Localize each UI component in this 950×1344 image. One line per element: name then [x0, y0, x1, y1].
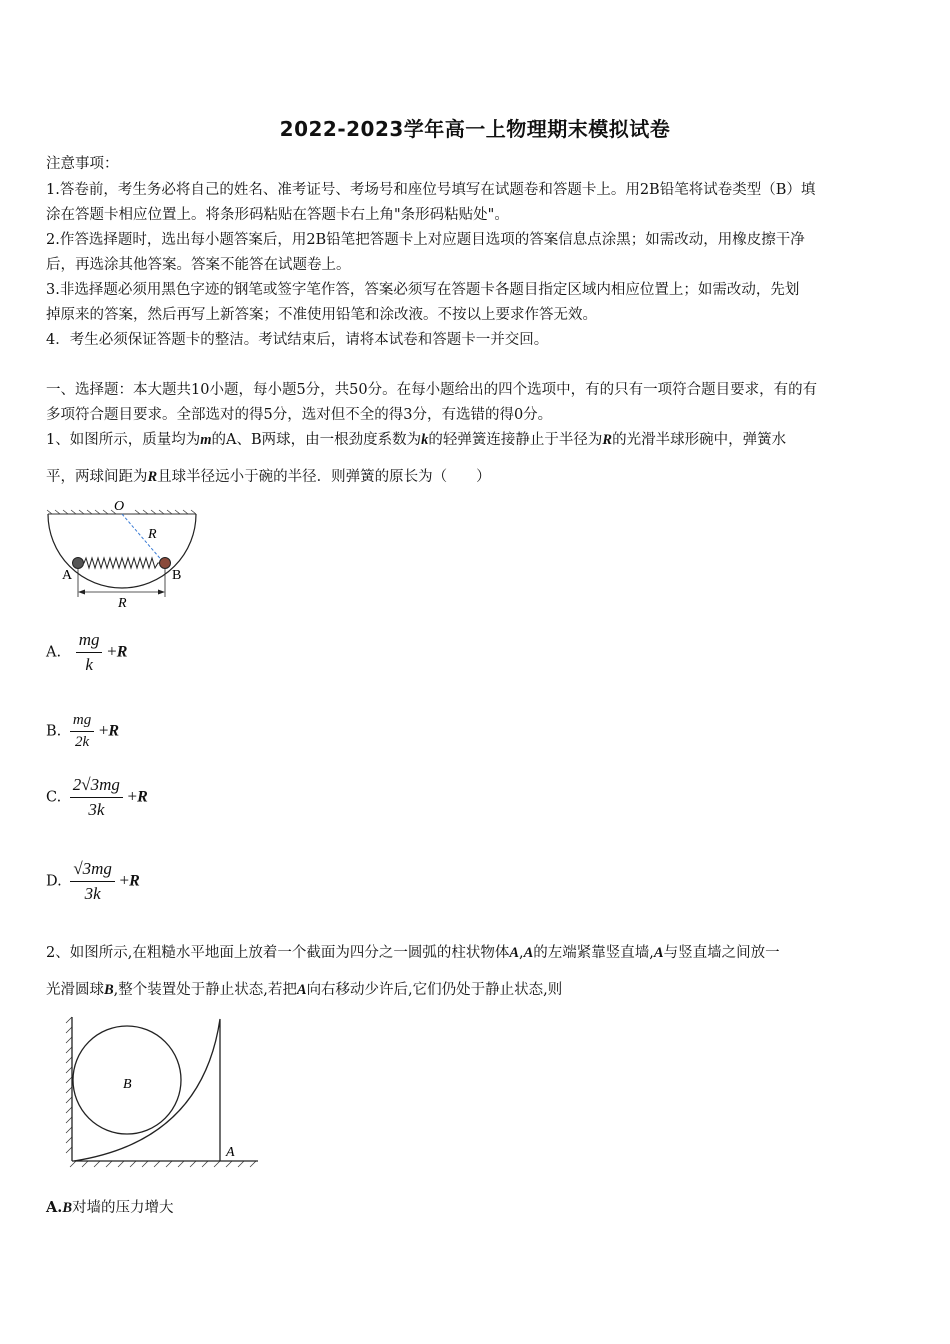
fraction-numerator: 2√3mg — [70, 775, 123, 798]
option-label: B. — [46, 723, 62, 740]
fraction-denominator: k — [85, 655, 93, 674]
fraction-numerator: mg — [70, 712, 94, 732]
q1-bowl-figure — [44, 495, 204, 615]
q1-text: 1、如图所示，质量均为 — [46, 432, 201, 448]
q1-text: 平，两球间距为 — [46, 469, 148, 485]
page-title: 2022-2023学年高一上物理期末模拟试卷 — [279, 117, 671, 141]
q2-text: 的左端紧靠竖直墙, — [533, 945, 654, 961]
notice-item-1a: 1.答卷前，考生务必将自己的姓名、准考证号、考场号和座位号填写在试题卷和答题卡上。用2B铅笔将试卷类型（B）填 — [46, 182, 816, 198]
label-o: O — [114, 499, 125, 514]
q1-option-a[interactable] — [46, 630, 127, 675]
q1-option-b[interactable] — [46, 712, 119, 751]
label-b: B — [172, 568, 182, 583]
notice-heading: 注意事项： — [46, 156, 119, 172]
q1-stem-line2 — [46, 465, 906, 486]
notice-item-2b: 后，再选涂其他答案。答案不能答在试题卷上。 — [46, 257, 351, 273]
var-r: R — [602, 432, 613, 448]
q2-stem-line1 — [46, 941, 906, 962]
var-a: A — [653, 945, 664, 961]
var-a: A — [523, 945, 534, 961]
notice-item-1b: 涂在答题卡相应位置上。将条形码粘贴在答题卡右上角"条形码粘贴处"。 — [46, 207, 509, 223]
q2-text: , — [519, 945, 524, 961]
q1-text: 的A、B两球，由一根劲度系数为 — [211, 432, 422, 448]
ground-hatching — [70, 1161, 256, 1167]
q2-text: 2、如图所示,在粗糙水平地面上放着一个截面为四分之一圆弧的柱状物体 — [46, 945, 510, 961]
plus-sign: + — [107, 641, 117, 661]
option-text: 对墙的压力增大 — [71, 1200, 174, 1216]
q2-text: ,整个装置处于静止状态,若把 — [113, 982, 297, 998]
option-fraction — [76, 630, 103, 675]
var-k: k — [421, 432, 429, 448]
option-label: C. — [46, 789, 62, 806]
var-b: B — [104, 982, 114, 998]
q1-stem-line1 — [46, 428, 906, 449]
label-b: B — [123, 1077, 132, 1092]
fraction-numerator: √3mg — [70, 859, 115, 882]
section-intro-1: 一、选择题：本大题共10小题，每小题5分，共50分。在每小题给出的四个选项中，有的只有一项符合题目要求，有的有 — [46, 382, 818, 398]
label-r-slant: R — [148, 527, 157, 542]
var-m: m — [200, 432, 212, 448]
plus-sign: + — [119, 870, 130, 890]
spring — [80, 558, 162, 568]
option-fraction — [70, 775, 123, 820]
dimension-arrow-right — [158, 590, 165, 595]
q1-text: 的光滑半球形碗中，弹簧水 — [612, 432, 787, 448]
notice-item-3a: 3.非选择题必须用黑色字迹的钢笔或签字笔作答，答案必须写在答题卡各题目指定区域内相应位置上；如需改动，先划 — [46, 282, 800, 298]
var-r: R — [147, 469, 158, 485]
q2-text: 与竖直墙之间放一 — [663, 945, 780, 961]
option-fraction — [70, 712, 94, 751]
q2-text: 光滑圆球 — [46, 982, 104, 998]
section-intro-2: 多项符合题目要求。全部选对的得5分，选对但不全的得3分，有选错的得0分。 — [46, 407, 553, 423]
q1-text: 的轻弹簧连接静止于半径为 — [428, 432, 603, 448]
notice-item-3b: 掉原来的答案，然后再写上新答案；不准使用铅笔和涂改液。不按以上要求作答无效。 — [46, 307, 597, 323]
fraction-numerator: mg — [76, 630, 103, 653]
q2-text: 向右移动少许后,它们仍处于静止状态,则 — [306, 982, 563, 998]
q1-text: 且球半径远小于碗的半径．则弹簧的原长为（ ） — [157, 469, 491, 485]
q2-stem-line2 — [46, 978, 906, 999]
var-b: B — [62, 1200, 72, 1216]
var-a: A — [509, 945, 520, 961]
q2-wall-ball-figure — [62, 1013, 262, 1173]
plus-sign: + — [98, 720, 109, 740]
fraction-denominator: 3k — [88, 800, 105, 819]
fraction-denominator: 3k — [84, 884, 101, 903]
option-label: A. — [46, 644, 62, 661]
q2-option-a[interactable] — [46, 1196, 906, 1217]
var-r: R — [108, 722, 120, 740]
plus-sign: + — [127, 786, 138, 806]
notice-item-4: 4．考生必须保证答题卡的整洁。考试结束后，请将本试卷和答题卡一并交回。 — [46, 332, 549, 348]
dimension-arrow-left — [78, 590, 85, 595]
ball-b — [160, 558, 171, 569]
q1-option-d[interactable] — [46, 859, 140, 904]
option-label: A. — [46, 1199, 63, 1216]
option-fraction — [70, 859, 115, 904]
notice-item-2a: 2.作答选择题时，选出每小题答案后，用2B铅笔把答题卡上对应题目选项的答案信息点涂黑；如需改动，用橡皮擦干净 — [46, 232, 805, 248]
var-r: R — [116, 643, 128, 661]
var-r: R — [137, 788, 148, 806]
ball-a — [73, 558, 84, 569]
var-r: R — [129, 872, 140, 890]
var-a: A — [296, 982, 307, 998]
option-label: D. — [46, 873, 62, 890]
quarter-arc-body-a — [74, 1019, 220, 1161]
label-a: A — [226, 1145, 235, 1160]
q1-option-c[interactable] — [46, 775, 148, 820]
label-a: A — [62, 568, 73, 583]
fraction-denominator: 2k — [74, 734, 90, 750]
label-r-base: R — [118, 596, 127, 611]
wall-hatching — [66, 1017, 72, 1153]
radius-dashed-line — [122, 514, 164, 563]
